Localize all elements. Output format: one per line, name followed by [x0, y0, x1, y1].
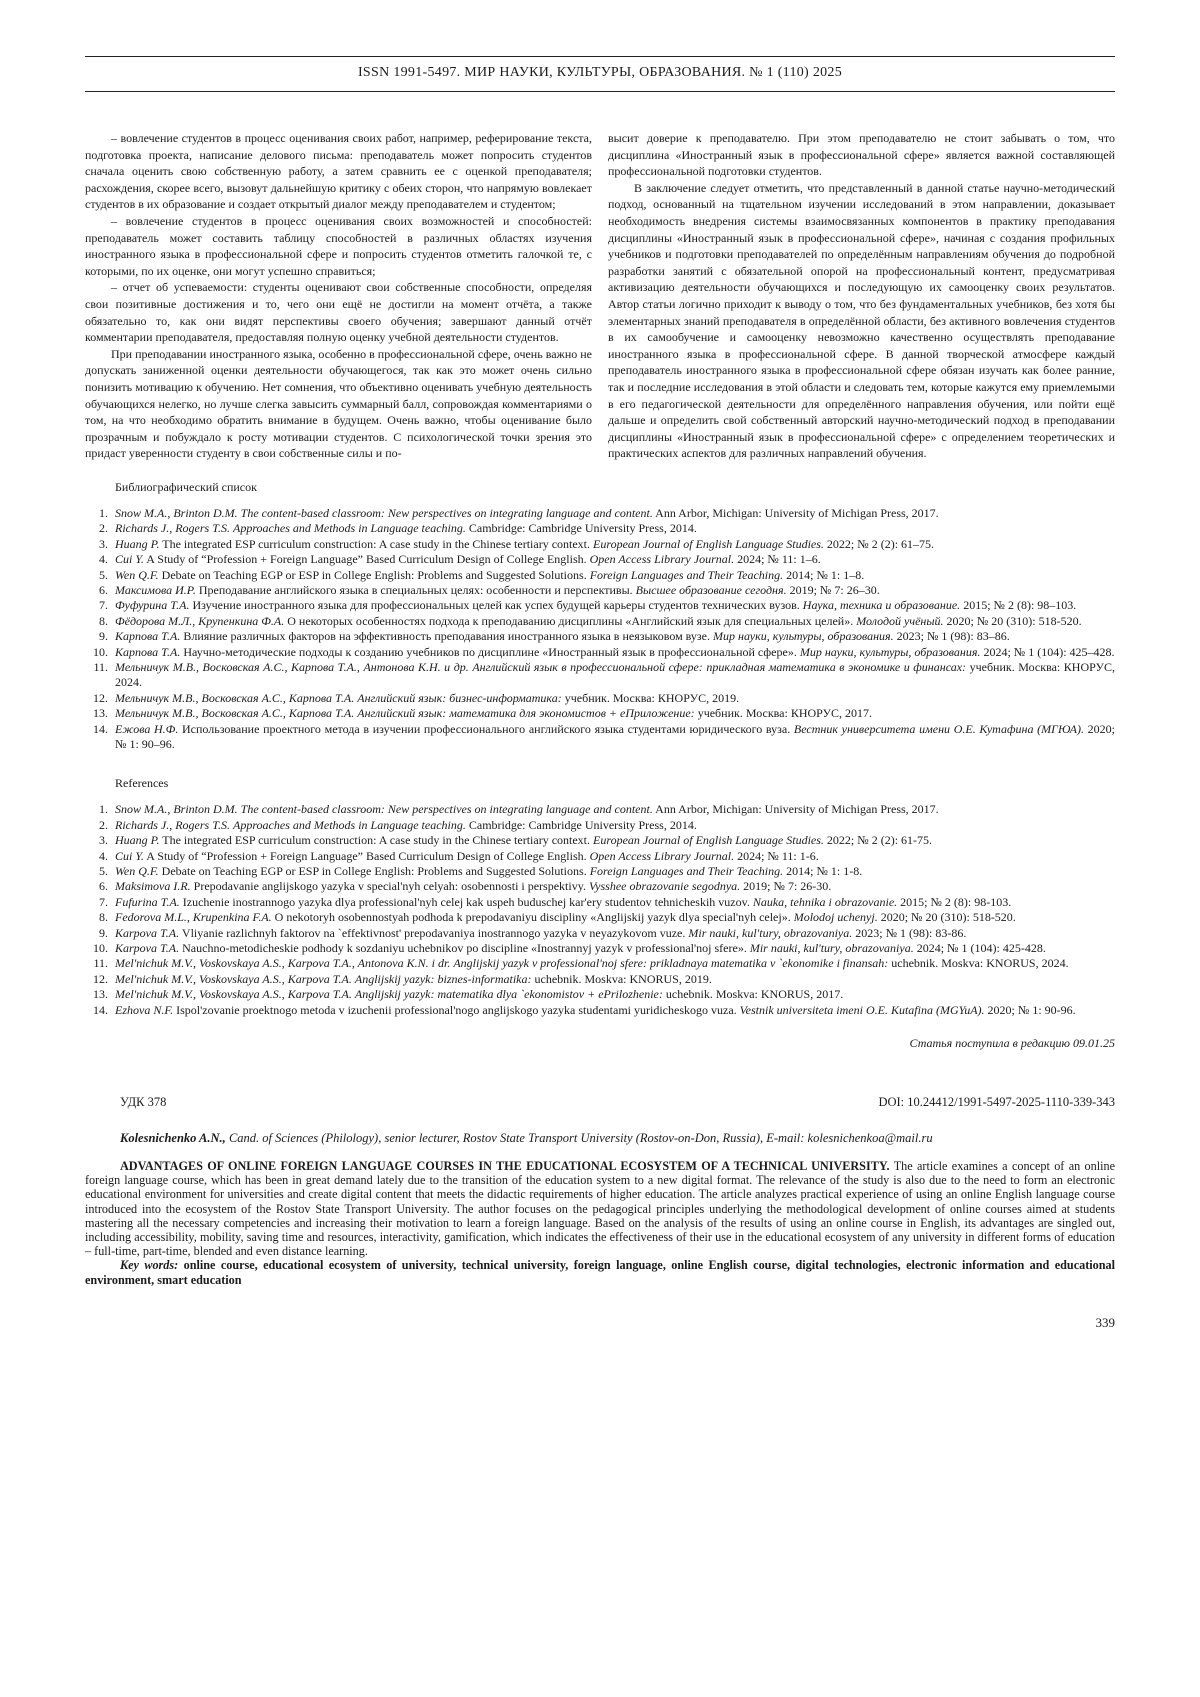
reference-item [85, 521, 1115, 536]
reference-item [85, 614, 1115, 629]
reference-text: Wen Q.F. Debate on Teaching EGP or ESP in College English: Problems and Suggested Solutions. Foreign Languages and Their Teaching. 2014; № 1: 1–8. [115, 567, 865, 582]
reference-number: 6. [99, 879, 108, 894]
udk-label: УДК 378 [120, 1095, 167, 1110]
reference-text: Karpova T.A. Nauchno-metodicheskie podhody k sozdaniyu uchebnikov po discipline «Inostrannyj yazyk v professional'noj sfere». Mir nauki, kul'tury, obrazovaniya. 2024; № 1 (104): 425-428. [115, 941, 1046, 956]
keywords-text: online course, educational ecosystem of university, technical university, foreign language, online English course, digital technologies, electronic information and educational environment, smart education [85, 1258, 1115, 1287]
reference-number: 8. [99, 613, 108, 628]
reference-text: Мельничук М.В., Восковская А.С., Карпова Т.А., Антонова К.Н. и др. Английский язык в профессиональной сфере: прикладная математика в экономике и финансах: учебник. Москва: КНОРУС, 2024. [115, 659, 1115, 690]
reference-text: Fufurina T.A. Izuchenie inostrannogo yazyka dlya professional'nyh celej kak uspeh buduschej kar'ery studentov tehnicheskih vuzov. Nauka, tehnika i obrazovanie. 2015; № 2 (8): 98-103. [115, 894, 1012, 909]
reference-number: 8. [99, 910, 108, 925]
reference-item [85, 910, 1115, 925]
reference-item [85, 722, 1115, 753]
reference-text: Cui Y. A Study of “Profession + Foreign Language” Based Curriculum Design of College English. Open Access Library Journal. 2024; № 11: 1-6. [115, 848, 819, 863]
reference-text: Ежова Н.Ф. Использование проектного метода в изучении профессионального английского языка студентами юридического вуза. Вестник университета имени О.Е. Кутафина (МГЮА). 2020; № 1: 90–96. [115, 721, 1116, 751]
body-paragraph: высит доверие к преподавателю. При этом преподавателю не стоит забывать о том, что дисциплина «Иностранный язык в профессиональной сфере» является важной составляющей профессиональной подготовки студентов. [608, 131, 1115, 179]
abstract-text: The article examines a concept of an online foreign language course, which has been in great demand lately due to the transition of the education system to a new digital format. The relevance of the study is also due to the need to form an electronic educational environment for universities and create digital content that meets the didactic requirements of higher education. The article analyzes practical experience of using an online English language course introduced into the ecosystem of the Rostov State Transport University. The author focuses on the pedagogical principles underlying the methodological development of online courses aimed at students mastering all the necessary competencies and increasing their motivation to learn a foreign language. Based on the analysis of the results of using an online course in English, its advantages are singled out, including accessibility, mobility, saving time and resources, interactivity, gamification, which indicates the effectiveness of their use in the educational ecosystem of any university in different forms of education – full-time, part-time, blended and even distance learning. [85, 1159, 1116, 1259]
body-paragraph: – вовлечение студентов в процесс оценивания своих работ, например, реферирование текста, подготовка проекта, написание делового письма: преподаватель может попросить студентов сначала оценить свою собственную работу, а затем сравнить ее с оценкой преподавателя; расхождения, скорее всего, вызовут дальнейшую критику с обеих сторон, что напрямую вовлекает студентов в их образование и создает открытый диалог между преподавателем и студентом; [85, 131, 592, 212]
reference-text: Snow M.A., Brinton D.M. The content-based classroom: New perspectives on integrating language and content. Ann Arbor, Michigan: University of Michigan Press, 2017. [115, 505, 939, 520]
reference-number: 5. [99, 864, 108, 878]
reference-text: Richards J., Rogers T.S. Approaches and Methods in Language teaching. Cambridge: Cambridge University Press, 2014. [115, 521, 697, 536]
reference-number: 14. [93, 1002, 108, 1017]
reference-item [85, 926, 1115, 941]
reference-item [85, 583, 1115, 598]
reference-number: 4. [99, 848, 108, 863]
reference-number: 2. [99, 817, 108, 832]
bibliography-title: Библиографический список [115, 479, 257, 494]
reference-item [85, 895, 1115, 910]
keywords-label: Key words: [120, 1258, 179, 1273]
reference-text: Wen Q.F. Debate on Teaching EGP or ESP in College English: Problems and Suggested Solutions. Foreign Languages and Their Teaching. 2014; № 1: 1-8. [115, 864, 863, 878]
reference-number: 10. [93, 644, 108, 659]
abstract-title: ADVANTAGES OF ONLINE FOREIGN LANGUAGE COURSES IN THE EDUCATIONAL ECOSYSTEM OF A TECHNICAL UNIVERSITY. [120, 1159, 890, 1174]
abstract-paragraph [85, 1159, 1115, 1258]
reference-item [85, 972, 1115, 987]
reference-number: 9. [99, 629, 108, 644]
meta-row [85, 1095, 1115, 1110]
reference-number: 14. [93, 721, 108, 736]
journal-header [85, 56, 1115, 92]
reference-item [85, 552, 1115, 567]
reference-text: Huang P. The integrated ESP curriculum construction: A case study in the Chinese tertiary context. European Journal of English Language Studies. 2022; № 2 (2): 61–75. [115, 536, 935, 551]
reference-number: 7. [99, 894, 108, 909]
reference-item [85, 691, 1115, 706]
reference-item [85, 956, 1115, 971]
reference-text: Мельничук М.В., Восковская А.С., Карпова Т.А. Английский язык: бизнес-информатика: учебник. Москва: КНОРУС, 2019. [115, 690, 740, 705]
reference-number: 6. [99, 582, 108, 597]
reference-number: 9. [99, 925, 108, 940]
reference-text: Карпова Т.А. Влияние различных факторов на эффективность преподавания иностранного языка в неязыковом вузе. Мир науки, культуры, образования. 2023; № 1 (98): 83–86. [115, 629, 1010, 644]
received-note: Статья поступила в редакцию 09.01.25 [909, 1036, 1115, 1051]
reference-item [85, 706, 1115, 721]
reference-item [85, 987, 1115, 1002]
reference-number: 11. [93, 659, 108, 674]
bibliography-section [85, 480, 1115, 753]
reference-number: 10. [93, 941, 108, 956]
left-column [85, 130, 592, 462]
reference-text: Mel'nichuk M.V., Voskovskaya A.S., Karpova T.A., Antonova K.N. i dr. Anglijskij yazyk v professional'noj sfere: prikladnaya matematika v `ekonomike i finansah: uchebnik. Moskva: KNORUS, 2024. [115, 956, 1069, 971]
author-name: Kolesnichenko A.N., [120, 1131, 226, 1146]
reference-text: Фёдорова М.Л., Крупенкина Ф.А. О некоторых особенностях подхода к преподаванию дисциплины «Английский язык для специальных целей». Молодой учёный. 2020; № 20 (310): 518-520. [115, 613, 1082, 628]
reference-item [85, 506, 1115, 521]
reference-number: 11. [93, 956, 108, 971]
author-affiliation: Cand. of Sciences (Philology), senior lecturer, Rostov State Transport University (Rostov-on-Don, Russia), E-mail: kolesnichenkoa@mail.ru [225, 1131, 933, 1146]
reference-text: Мельничук М.В., Восковская А.С., Карпова Т.А. Английский язык: математика для экономистов + еПриложение: учебник. Москва: КНОРУС, 2017. [115, 706, 873, 721]
reference-number: 5. [99, 567, 108, 582]
reference-text: Fedorova M.L., Krupenkina F.A. O nekotoryh osobennostyah podhoda k prepodavaniyu discipliny «Anglijskij yazyk dlya special'nyh celej». Molodoj uchenyj. 2020; № 20 (310): 518-520. [115, 910, 1016, 925]
reference-item [85, 818, 1115, 833]
reference-item [85, 879, 1115, 894]
reference-number: 1. [99, 802, 108, 817]
reference-item [85, 1003, 1115, 1018]
reference-text: Mel'nichuk M.V., Voskovskaya A.S., Karpova T.A. Anglijskij yazyk: biznes-informatika: uchebnik. Moskva: KNORUS, 2019. [115, 971, 712, 986]
reference-number: 3. [99, 536, 108, 551]
reference-item [85, 645, 1115, 660]
reference-number: 12. [93, 971, 108, 986]
reference-number: 7. [99, 598, 108, 613]
reference-text: Фуфурина Т.А. Изучение иностранного языка для профессиональных целей как успех будущей карьеры студентов технических вузов. Наука, техника и образование. 2015; № 2 (8): 98–103. [115, 598, 1077, 613]
reference-text: Карпова Т.А. Научно-методические подходы к созданию учебников по дисциплине «Иностранный язык в профессиональной сфере». Мир науки, культуры, образования. 2024; № 1 (104): 425–428. [115, 644, 1115, 659]
reference-item [85, 864, 1115, 879]
reference-text: Snow M.A., Brinton D.M. The content-based classroom: New perspectives on integrating language and content. Ann Arbor, Michigan: University of Michigan Press, 2017. [115, 802, 939, 817]
body-paragraph: – отчет об успеваемости: студенты оценивают свои собственные способности, определяя свои позитивные достижения и то, чего они ещё не достигли на момент отчёта, а также обязательно то, как они видят перспективы своего обучения; завершают данный отчёт комментарии преподавателя, предоставляя полную оценку учебной деятельности студентов. [85, 280, 592, 345]
reference-item [85, 849, 1115, 864]
journal-title-line: ISSN 1991-5497. МИР НАУКИ, КУЛЬТУРЫ, ОБРАЗОВАНИЯ. № 1 (110) 2025 [357, 65, 843, 80]
bibliography-list [85, 506, 1115, 753]
body-paragraph: В заключение следует отметить, что представленный в данной статье научно-методический подход, основанный на тщательном изучении исследований в этом направлении, доказывает необходимость внедрения системы взаимосвязанных компонентов в практику преподавания дисциплины «Иностранный язык в профессиональной сфере», начиная с создания профильных учебников и подготовки преподавателей по определённым направлениям обучения до подробной разработки занятий с обязательной опорой на профессиональный контент, предусматривая активизацию деятельности обучающихся и последующую их самооценку своих результатов. Автор статьи логично приходит к выводу о том, что без фундаментальных учебников, без хотя бы элементарных знаний преподавателя в определённой области, без активного вовлечения студентов в их самообучение и самооценку невозможно качественно осуществлять преподавание иностранного языка в профессиональной сфере. В данной творческой атмосфере каждый преподаватель иностранного языка в профессиональной сфере обязан изучать как более ранние, так и последние исследования в этой области и следовать тем, которые кажутся ему приемлемыми в его педагогической деятельности для определённого направления обучения, или пойти ещё дальше и определить свой собственный авторский научно-методический подход в преподавании дисциплины «Иностранный язык в профессиональной сфере» с определением теоретических и практических аспектов для различных направлений обучения. [608, 180, 1115, 461]
keywords-paragraph [85, 1258, 1115, 1286]
reference-item [85, 568, 1115, 583]
reference-item [85, 537, 1115, 552]
reference-item [85, 802, 1115, 817]
reference-text: Ezhova N.F. Ispol'zovanie proektnogo metoda v izuchenii professional'nogo anglijskogo yazyka studentami yuridicheskogo vuza. Vestnik universiteta imeni O.E. Kutafina (MGYuA). 2020; № 1: 90-96. [115, 1002, 1076, 1017]
references-section [85, 776, 1115, 1018]
header-rule-bottom [85, 91, 1115, 92]
references-list [85, 802, 1115, 1018]
reference-number: 4. [99, 552, 108, 567]
doi-label: DOI: 10.24412/1991-5497-2025-1110-339-343 [878, 1095, 1115, 1110]
page-number: 339 [1095, 1314, 1115, 1330]
article-body [85, 130, 1115, 462]
reference-item [85, 598, 1115, 613]
reference-text: Richards J., Rogers T.S. Approaches and Methods in Language teaching. Cambridge: Cambridge University Press, 2014. [115, 817, 697, 832]
reference-text: Mel'nichuk M.V., Voskovskaya A.S., Karpova T.A. Anglijskij yazyk: matematika dlya `ekonomistov + ePrilozhenie: uchebnik. Moskva: KNORUS, 2017. [115, 987, 844, 1002]
reference-item [85, 629, 1115, 644]
references-title: References [115, 776, 169, 791]
body-paragraph: – вовлечение студентов в процесс оценивания своих возможностей и способностей: преподаватель может составить таблицу способностей в различных областях изучения иностранного языка в профессиональной сфере и попросить студентов отметить галочкой те, с которыми, по их оценке, они могут успешно справиться; [85, 213, 592, 278]
reference-text: Максимова И.Р. Преподавание английского языка в специальных целях: особенности и перспективы. Высшее образование сегодня. 2019; № 7: 26–30. [115, 582, 880, 597]
reference-text: Maksimova I.R. Prepodavanie anglijskogo yazyka v special'nyh celyah: osobennosti i perspektivy. Vysshee obrazovanie segodnya. 2019; № 7: 26-30. [115, 879, 832, 894]
body-paragraph: При преподавании иностранного языка, особенно в профессиональной сфере, очень важно не допускать заниженной оценки деятельности обучающегося, так как это может очень сильно понизить мотивацию к обучению. Нет сомнения, что объективно оценивать учебную деятельность обучающихся нелегко, но лучше слегка завысить суммарный балл, сопровождая комментариями о том, на что необходимо обратить внимание в будущем. Очень важно, чтобы оценивание было прозрачным и побуждало к росту мотивации студентов. С психологической точки зрения это придаст уверенности студенту в свои собственные силы и по- [85, 346, 592, 461]
right-column [608, 130, 1115, 462]
reference-number: 13. [93, 706, 108, 721]
reference-number: 3. [99, 833, 108, 848]
reference-item [85, 941, 1115, 956]
reference-item [85, 660, 1115, 691]
author-line [85, 1130, 1115, 1146]
reference-number: 13. [93, 987, 108, 1002]
reference-number: 12. [93, 690, 108, 705]
reference-item [85, 833, 1115, 848]
reference-text: Karpova T.A. Vliyanie razlichnyh faktorov na `effektivnost' prepodavaniya inostrannogo yazyka v neyazykovom vuze. Mir nauki, kul'tury, obrazovaniya. 2023; № 1 (98): 83-86. [115, 925, 967, 940]
reference-number: 2. [99, 521, 108, 536]
reference-text: Cui Y. A Study of “Profession + Foreign Language” Based Curriculum Design of College English. Open Access Library Journal. 2024; № 11: 1–6. [115, 552, 821, 567]
reference-text: Huang P. The integrated ESP curriculum construction: A case study in the Chinese tertiary context. European Journal of English Language Studies. 2022; № 2 (2): 61-75. [115, 833, 933, 848]
reference-number: 1. [99, 505, 108, 520]
